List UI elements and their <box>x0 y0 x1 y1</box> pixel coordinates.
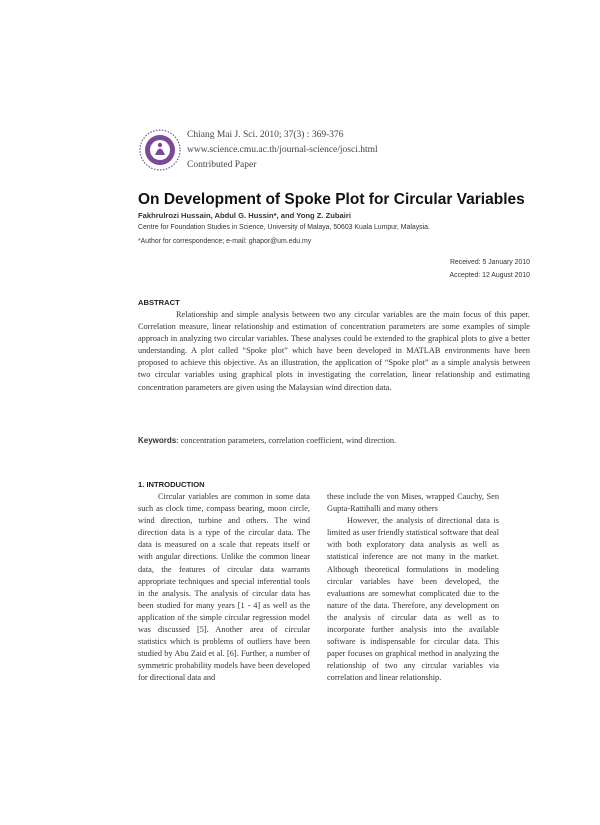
paper-authors: Fakhrulrozi Hussain, Abdul G. Hussin*, and Yong Z. Zubairi <box>138 211 351 220</box>
journal-url[interactable]: www.science.cmu.ac.th/journal-science/josci.html <box>187 145 378 155</box>
abstract-heading: ABSTRACT <box>138 298 180 307</box>
paper-dates <box>450 256 530 282</box>
intro-paragraph-1-cont: these include the von Mises, wrapped Cauchy, Sen Gupta-Rattihalli and many others <box>327 492 499 514</box>
paper-title: On Development of Spoke Plot for Circular Variables <box>138 191 525 208</box>
intro-paragraph-2: However, the analysis of directional data is limited as user friendly statistical software that deal with both exploratory data analysis as well as statistical inference are not many in the market. Although theoretical formulations in modeling circular variables have been developed, the evaluations are somewhat complicated due to the nature of the data. Therefore, any development on the analysis of circular data as well as to incorporate further analysis into the available software is indispensable for circular data. This paper focuses on graphical method in analyzing the relationship of two any circular variables via correlation and linear relationship. <box>327 516 499 683</box>
keywords-text: : concentration parameters, correlation coefficient, wind direction. <box>176 436 397 445</box>
correspondence-note: *Author for correspondence; e-mail: ghapor@um.edu.my <box>138 238 312 245</box>
journal-citation: Chiang Mai J. Sci. 2010; 37(3) : 369-376 <box>187 130 344 140</box>
journal-logo <box>138 128 182 172</box>
body-column-right <box>327 491 499 685</box>
abstract-text: Relationship and simple analysis between two any circular variables are the main focus of this paper. Correlation measure, linear relationship and estimation of concentration parameters are some examples of simple approach in analyzing two circular variables. These analyses could be extended to the graphical plots to give a better understanding. A plot called “Spoke plot” which have been developed in MATLAB environments have been proposed to achieve this objective. As an illustration, the application of “Spoke plot” as a simple analysis between two circular variables using graphical plots in investigating the correlation, linear relationship and estimating concentration parameters are given using the Malaysian wind direction data. <box>138 310 530 392</box>
accepted-date: Accepted: 12 August 2010 <box>449 272 530 279</box>
keywords-label: Keywords <box>138 436 177 445</box>
journal-header <box>187 128 378 173</box>
keywords <box>138 436 538 445</box>
received-date: Received: 5 January 2010 <box>449 259 530 266</box>
body-column-left <box>138 491 310 685</box>
intro-paragraph-1: Circular variables are common in some data such as clock time, compass bearing, moon circle, wind direction, turbine and others. The wind direction data is a type of the circular data. The data is measured on a scale that repeats itself or with angular directions. Unlike the common linear data, the features of circular data warrants appropriate techniques and special inferential tools in the analysis. The analysis of circular data has been studied for many years [1 - 4] as well as the application of the simple circular regression model was discussed [5]. Another area of circular statistics which is problems of outliers have been studied by Abu Zaid et al. [6]. Further, a number of symmetric probability models have been developed for directional data and <box>138 492 310 683</box>
introduction-heading: 1. INTRODUCTION <box>138 480 205 489</box>
paper-type: Contributed Paper <box>187 160 257 170</box>
author-affiliation: Centre for Foundation Studies in Science, University of Malaya, 50603 Kuala Lumpur, Malaysia. <box>138 224 430 231</box>
